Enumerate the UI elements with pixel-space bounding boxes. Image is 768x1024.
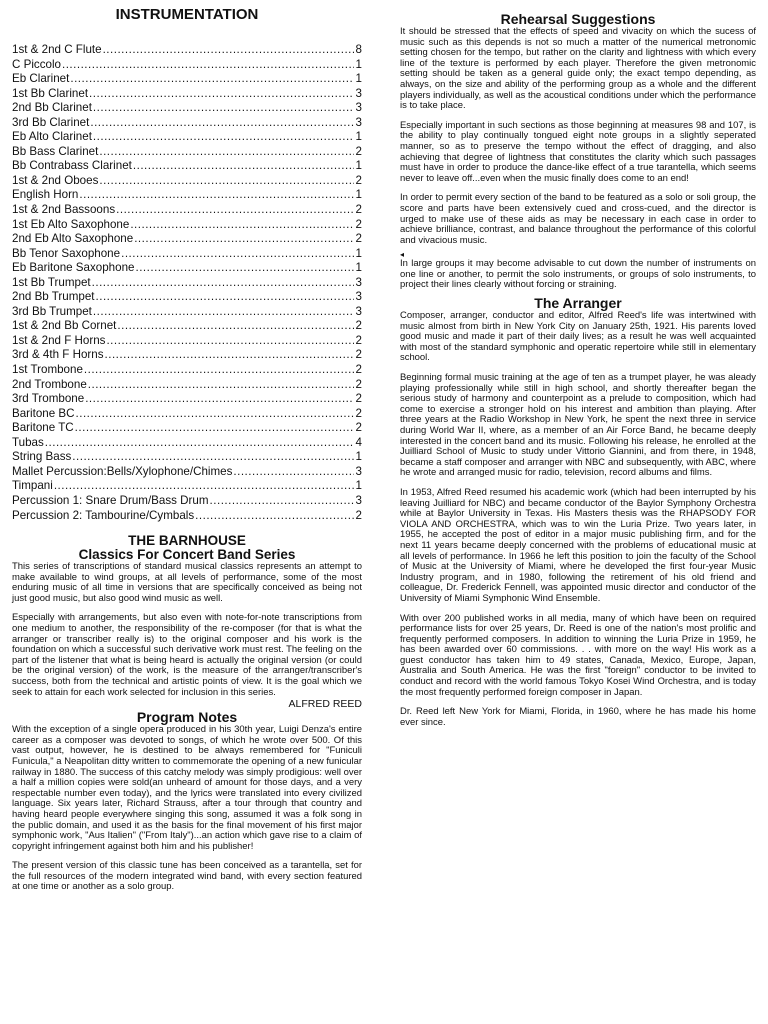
- instrument-name: Bb Contrabass Clarinet: [12, 159, 132, 173]
- instrumentation-title: INSTRUMENTATION: [115, 6, 259, 23]
- leader-dots: [93, 101, 354, 116]
- instrument-quantity: 2: [355, 333, 362, 347]
- instrument-row: [12, 43, 362, 58]
- instrument-quantity: 2: [355, 392, 362, 406]
- instrument-quantity: 2: [355, 348, 362, 362]
- instrument-name: Eb Alto Clarinet: [12, 130, 92, 144]
- instrument-row: [12, 87, 362, 102]
- leader-dots: [70, 72, 353, 87]
- arranger-paragraph-4: With over 200 published works in all media, many of which have been on required performance lists for over 25 years, Dr. Reed is one of the nation's most prolific and frequently performed composers. In addition to winning the Luria Prize in 1959, he has been awarded over 60 commissions. . . with more on the way! His work as a guest conductor has taken him to 49 states, Canada, Mexico, Europe, Japan, Australia and South America. He was the first "foreign" conductor to be invited to conduct and record with the world famous Tokyo Kosei Wind Orchestra, and is today the most frequently performed foreign composer in Japan.: [400, 612, 756, 698]
- instrument-row: [12, 319, 362, 334]
- instrument-quantity: 2: [355, 144, 362, 158]
- leader-dots: [99, 174, 353, 189]
- series-paragraph-2: Especially with arrangements, but also even with note-for-note transcriptions from one medium to another, the responsibility of the re-composer (for that is what the arranger or transcriber really is) to the original composer and his work is the foundation on which a successful such derivative work must rest. The feeling on the part of the listener that what is being heard is actually the original version (or could be the original version) of the work, is the measure of the arranger/transcriber's success, both from the technical and artistic points of view. It is the goal which we seek to attain for each work selected for inclusion in this series.: [12, 612, 362, 698]
- leader-dots: [92, 276, 354, 291]
- instrument-quantity: 1: [355, 188, 362, 202]
- instrument-row: [12, 509, 362, 524]
- instrument-name: 1st & 2nd F Horns: [12, 333, 106, 347]
- leader-dots: [133, 159, 354, 174]
- instrument-name: 3rd Trombone: [12, 392, 85, 406]
- instrument-row: [12, 72, 362, 87]
- instrument-row: [12, 130, 362, 145]
- instrument-name: Baritone TC: [12, 421, 74, 435]
- instrument-row: [12, 421, 362, 436]
- series-section: [12, 534, 362, 710]
- instrument-row: [12, 392, 362, 407]
- instrument-name: Percussion 2: Tambourine/Cymbals: [12, 508, 195, 522]
- instrument-name: English Horn: [12, 188, 79, 202]
- instrument-row: [12, 494, 362, 509]
- instrument-quantity: 2: [355, 173, 362, 187]
- leader-dots: [88, 378, 354, 393]
- arranger-paragraph-1: Composer, arranger, conductor and editor, Alfred Reed's life was intertwined with music almost from birth in New York City on January 25th, 1921. His parents loved good music and made it part of their daily lives; as a result he was well acquainted with most of the standard symphonic and operatic repertoire while still in elementary school.: [400, 310, 756, 364]
- leader-dots: [72, 450, 353, 465]
- instrument-name: Bb Tenor Saxophone: [12, 246, 121, 260]
- leader-dots: [79, 188, 353, 203]
- instrument-name: C Piccolo: [12, 57, 61, 71]
- instrument-row: [12, 407, 362, 422]
- instrument-quantity: 3: [355, 290, 362, 304]
- arranger-paragraph-2: Beginning formal music training at the age of ten as a trumpet player, he was aleady playing professionally while still in high school, and shortly thereafter began the serious study of harmony and counterpoint as a prelude to composition, which had come to exercise a stronger hold on his interest and ambition than playing. After three years at the Radio Workshop in New York, he spent the next three in service during World War II, where, as a member of an Air Force Band, he became deeply interested in the concert band and its music. Following his release, he enrolled at the Juilliard School of Music to study under Vittorio Giannini, and from there, in 1948, became a staff composer and arranger with NBC and subsequently, with ABC, where he wrote and arranged music for radio, television, record albums and films.: [400, 372, 756, 479]
- arranger-paragraph-3: In 1953, Alfred Reed resumed his academic work (which had been interrupted by his leaving Juilliard for NBC) and became conductor of the Baylor Symphony Orchestra while at Baylor University in Texas. His Masters thesis was the RHAPSODY FOR VIOLA AND ORCHESTRA, which was to win the Luria Prize. Two years later, in 1955, he accepted the post of editor in a major music publishing firm, and for the next 11 years became deeply concerned with the problems of educational music at all levels of performance. In 1966 he left this position to join the faculty of the School of Music at the University of Miami, where he developed the first four-year Music Industry program, and in 1980, following the retirement of his old friend and colleague, Dr. Frederick Fennell, was appointed music director and conductor of the University of Miami Symphonic Wind Ensemble.: [400, 486, 756, 604]
- instrument-quantity: 3: [355, 493, 362, 507]
- instrument-row: [12, 363, 362, 378]
- instrument-row: [12, 203, 362, 218]
- arranger-title: The Arranger: [534, 295, 622, 312]
- instrument-row: [12, 334, 362, 349]
- instrument-quantity: 8: [355, 43, 362, 56]
- leader-dots: [93, 130, 354, 145]
- leader-dots: [90, 116, 353, 131]
- instrument-quantity: 2: [355, 421, 362, 435]
- instrument-name: 2nd Bb Trumpet: [12, 290, 95, 304]
- program-notes-title: Program Notes: [136, 709, 238, 726]
- instrument-row: [12, 436, 362, 451]
- leader-dots: [117, 319, 353, 334]
- instrument-name: Baritone BC: [12, 406, 75, 420]
- leader-dots: [93, 305, 354, 320]
- instrument-name: 1st & 2nd Bb Cornet: [12, 319, 117, 333]
- leader-dots: [45, 436, 354, 451]
- instrument-name: 1st & 2nd C Flute: [12, 43, 102, 56]
- leader-dots: [134, 232, 353, 247]
- leader-dots: [103, 43, 354, 58]
- instrument-quantity: 1: [355, 130, 362, 144]
- instrument-row: [12, 261, 362, 276]
- rehearsal-paragraph-2: Especially important in such sections as those beginning at measures 98 and 107, is the ability to play continually tongued eight note groups in a slightly seperated manner, so as to preserve the tempo without the effect of dragging, and also achieving that degree of lightness that constitutes the clarity which such passages must have in order to produce the dance-like effect of a true tarantella, which seems never to leave off...even when the music finally does come to an end!: [400, 119, 756, 184]
- instrument-row: [12, 174, 362, 189]
- instrument-quantity: 1: [355, 261, 362, 275]
- instrument-row: [12, 116, 362, 131]
- series-title-line2: Classics For Concert Band Series: [78, 547, 296, 563]
- instrument-quantity: 3: [355, 86, 362, 100]
- instrument-row: [12, 348, 362, 363]
- instrument-name: Bb Bass Clarinet: [12, 144, 99, 158]
- program-notes-paragraph-1: With the exception of a single opera produced in his 30th year, Luigi Denza's entire career as a composer was devoted to songs, of which he wrote over 500. Of this vast output, however, he is destined to be always remembered for "Funiculi Funicula," a Neapolitan ditty written to commemorate the opening of a new funicular railway in 1880. The success of this catchy melody was simply prodigious: well over a half a million copies were sold(an unheard of amount for those days, and a very respectable number even today), and the lyrics were translated into every civilized language. Six years later, Richard Strauss, after a tour through that country and having heard people everywhere singing this song, assumed it was a folk song in the public domain, and used it as the basis for the final movement of his first major symphonic work, "Aus Italien" ("From Italy")...an action which gave rise to a claim of copyright infringement against both him and his publisher!: [12, 724, 362, 852]
- instrument-name: Eb Baritone Saxophone: [12, 261, 135, 275]
- series-paragraph-1: This series of transcriptions of standard musical classics represents an attempt to make available to wind groups, at all levels of performance, some of the most enduring music of all time in versions that are specifically conceived as being not just good music, but also good wind music as well.: [12, 561, 362, 604]
- series-title-line1: THE BARNHOUSE: [128, 533, 246, 549]
- instrument-name: Percussion 1: Snare Drum/Bass Drum: [12, 493, 209, 507]
- instrument-quantity: 2: [355, 508, 362, 522]
- leader-dots: [99, 145, 353, 160]
- instrument-row: [12, 465, 362, 480]
- instrument-quantity: 1: [355, 159, 362, 173]
- instrument-row: [12, 218, 362, 233]
- leader-dots: [130, 218, 353, 233]
- right-column: [400, 6, 756, 728]
- leader-dots: [121, 247, 353, 262]
- instrument-row: [12, 450, 362, 465]
- instrument-name: 1st Trombone: [12, 363, 83, 377]
- instrument-quantity: 1: [355, 479, 362, 493]
- leader-dots: [210, 494, 354, 509]
- instrument-name: Mallet Percussion:Bells/Xylophone/Chimes: [12, 464, 233, 478]
- leader-dots: [195, 509, 353, 524]
- instrument-quantity: 2: [355, 377, 362, 391]
- instrument-quantity: 2: [355, 406, 362, 420]
- instrument-quantity: 2: [355, 319, 362, 333]
- rehearsal-paragraph-1: It should be stressed that the effects of speed and vivacity on which the sucess of music such as this depends is not so much a matter of the numerical metronomic setting chosen for the tempo, but rather on the clarity and lightness with which every line of the texture is performed by each player. Therefore the given metronomic setting should be taken as a general guide only; the exact tempo depending, as always, on the size and ability of the performing group as a whole and the different players individually, as well as the acoustical conditions under which the performance is to take place.: [400, 26, 756, 112]
- instrument-name: Timpani: [12, 479, 53, 493]
- leader-dots: [96, 290, 354, 305]
- instrument-row: [12, 188, 362, 203]
- leader-dots: [116, 203, 353, 218]
- rehearsal-paragraph-4: In large groups it may become advisable to cut down the number of instruments on one line or another, to permit the solo instruments, or groups of solo instruments, to project their lines clearly without forcing or straining.: [400, 258, 756, 291]
- instrument-name: 1st Eb Alto Saxophone: [12, 217, 130, 231]
- signature: ALFRED REED: [288, 698, 362, 711]
- instrument-name: 1st Bb Trumpet: [12, 275, 91, 289]
- instrument-name: String Bass: [12, 450, 72, 464]
- instrument-name: 3rd & 4th F Horns: [12, 348, 104, 362]
- instrument-quantity: 1: [355, 72, 362, 86]
- instrument-name: 1st Bb Clarinet: [12, 86, 89, 100]
- instrument-name: 1st & 2nd Oboes: [12, 173, 99, 187]
- instrument-quantity: 3: [355, 304, 362, 318]
- instrument-row: [12, 58, 362, 73]
- leader-dots: [85, 392, 353, 407]
- instrument-row: [12, 378, 362, 393]
- instrument-quantity: 2: [355, 363, 362, 377]
- instrument-name: 2nd Eb Alto Saxophone: [12, 232, 134, 246]
- instrument-quantity: 2: [355, 232, 362, 246]
- instrument-row: [12, 101, 362, 116]
- arranger-paragraph-5: Dr. Reed left New York for Miami, Florida, in 1960, where he has made his home ever since.: [400, 706, 756, 728]
- leader-dots: [89, 87, 354, 102]
- instrument-quantity: 1: [355, 246, 362, 260]
- instrument-row: [12, 305, 362, 320]
- instrument-quantity: 3: [355, 115, 362, 129]
- leader-dots: [135, 261, 353, 276]
- instrument-quantity: 3: [355, 101, 362, 115]
- instrument-name: 3rd Bb Clarinet: [12, 115, 90, 129]
- instrument-name: 2nd Trombone: [12, 377, 87, 391]
- instrumentation-list: [12, 43, 362, 523]
- leader-dots: [106, 334, 353, 349]
- leader-dots: [54, 479, 354, 494]
- leader-dots: [105, 348, 354, 363]
- program-notes-paragraph-2: The present version of this classic tune has been conceived as a tarantella, set for the full resources of the modern integrated wind band, with every section featured at one time or another as a solo group.: [12, 860, 362, 893]
- instrument-row: [12, 479, 362, 494]
- instrument-quantity: 2: [355, 203, 362, 217]
- rehearsal-title: Rehearsal Suggestions: [500, 11, 656, 27]
- instrument-row: [12, 145, 362, 160]
- instrument-name: Eb Clarinet: [12, 72, 70, 86]
- margin-mark: ◂: [400, 250, 405, 260]
- instrument-row: [12, 159, 362, 174]
- instrument-quantity: 2: [355, 217, 362, 231]
- instrument-name: 2nd Bb Clarinet: [12, 101, 92, 115]
- leader-dots: [75, 421, 354, 436]
- instrument-row: [12, 276, 362, 291]
- instrument-quantity: 3: [355, 464, 362, 478]
- instrument-quantity: 4: [355, 435, 362, 449]
- instrument-row: [12, 232, 362, 247]
- rehearsal-paragraph-3: In order to permit every section of the band to be featured as a solo or soli group, the score and parts have been extensively cued and cross-cued, and the director is urged to make use of these aids as may be necessary in each case in order to achieve brilliance, contrast, and balance throughout the performance of this colorful and vivacious music.: [400, 192, 756, 246]
- instrument-row: [12, 247, 362, 262]
- instrument-quantity: 3: [355, 275, 362, 289]
- instrument-name: Tubas: [12, 435, 44, 449]
- instrument-quantity: 1: [355, 450, 362, 464]
- leader-dots: [62, 58, 354, 73]
- leader-dots: [76, 407, 354, 422]
- instrument-quantity: 1: [355, 57, 362, 71]
- instrument-name: 1st & 2nd Bassoons: [12, 203, 116, 217]
- instrument-name: 3rd Bb Trumpet: [12, 304, 92, 318]
- leader-dots: [84, 363, 354, 378]
- leader-dots: [233, 465, 353, 480]
- left-column: [12, 6, 362, 893]
- instrument-row: [12, 290, 362, 305]
